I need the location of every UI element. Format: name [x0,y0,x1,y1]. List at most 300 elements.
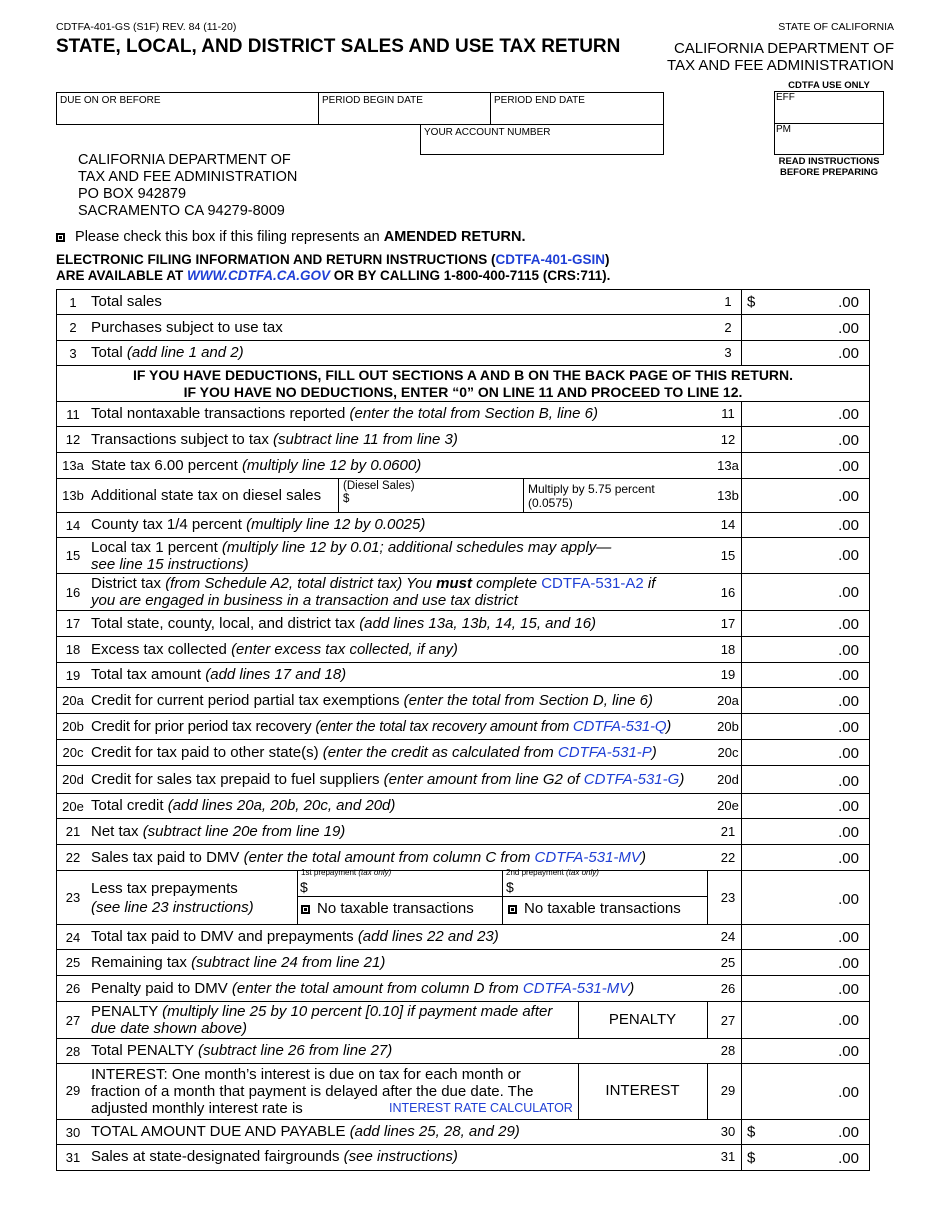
account-number-field[interactable] [420,124,664,155]
line-instruction: (enter the total from Section B, line 6) [349,405,598,422]
line-17-row [57,611,869,637]
amended-text: Please check this box if this filing represents an [75,229,384,245]
dollar-sign: $ [300,879,308,895]
agency-line-2: TAX AND FEE ADMINISTRATION [667,57,894,74]
line-20a-row [57,688,869,714]
cents: .00 [838,294,859,311]
line-number-right: 16 [720,585,736,600]
line-text: Credit for tax paid to other state(s) [91,744,323,761]
line-number: 21 [65,824,81,839]
form-id: CDTFA-401-GS (S1F) REV. 84 (11-20) [56,21,237,33]
dollar-sign: $ [747,1123,756,1141]
line-15-row [57,538,869,574]
address-line: CALIFORNIA DEPARTMENT OF [78,152,291,168]
line-description [91,744,657,761]
line-instruction: (multiply line 12 by 0.0025) [246,516,426,533]
line-1-row [57,290,869,315]
diesel-multiplier [528,482,655,510]
line-instruction: (add lines 25, 28, and 29) [349,1123,520,1140]
line-18-row [57,637,869,663]
prepayment-2-note: (tax only) [566,868,599,877]
amended-bold: AMENDED RETURN. [383,229,526,245]
cents: .00 [838,1084,859,1101]
line-28-row [57,1039,869,1064]
tax-lines-table [56,289,870,1171]
line-instruction: ) [679,771,685,788]
line-17-amount[interactable] [741,611,869,636]
line-number: 20d [62,772,84,787]
cents: .00 [838,1012,859,1029]
cents: .00 [838,584,859,601]
cents: .00 [838,719,859,736]
line-text: Total tax paid to DMV and prepayments [91,928,358,945]
line-number: 20a [62,693,84,708]
line-description [91,928,499,945]
line-description [91,718,671,736]
line-number: 28 [65,1044,81,1059]
line-number-right: 20e [717,798,739,813]
line-text: Additional state tax on diesel sales [91,487,322,504]
period-begin-field[interactable] [318,92,491,125]
line-instruction: (enter the total tax recovery amount from [315,719,573,735]
line-30-row [57,1120,869,1145]
diesel-multiplier-line-2: (0.0575) [528,496,573,510]
line-instruction: see line 15 instructions) [91,556,249,573]
prepayment-2-field[interactable] [506,879,514,895]
account-number-label: YOUR ACCOUNT NUMBER [424,127,551,138]
line-instruction: (subtract line 20e from line 19) [142,823,346,840]
line-instruction: if [643,575,656,592]
line-number: 2 [69,320,77,335]
line-20e-amount[interactable] [741,794,869,818]
interest-text-line: adjusted monthly interest rate is [91,1100,303,1117]
line-text: Total nontaxable transactions reported [91,405,350,422]
read-instructions-line-1: READ INSTRUCTIONS [778,156,880,167]
line-31-row [57,1145,869,1170]
line-13a-row [57,453,869,479]
line-12-amount[interactable] [741,427,869,452]
line-description [91,615,596,632]
line-instruction: (subtract line 26 from line 27) [198,1042,393,1059]
line-description [91,1148,458,1165]
line-20b-amount[interactable] [741,714,869,739]
cents: .00 [838,1124,859,1141]
line-instruction: (add lines 13a, 13b, 14, 15, and 16) [359,615,597,632]
penalty-label: PENALTY [608,1011,677,1028]
line-description [91,431,458,448]
line-description [91,666,346,683]
line-instruction: complete [472,575,542,592]
dollar-sign: $ [343,493,350,505]
cents: .00 [838,1043,859,1060]
line-description [91,692,653,709]
cdtfa-531-g-link[interactable]: CDTFA-531-G [583,771,680,788]
line-14-amount[interactable] [741,513,869,537]
line-text: PENALTY [91,1003,163,1020]
line-description [91,1042,392,1059]
line-instruction: ) [640,849,646,866]
line-number: 16 [65,585,81,600]
line-description [91,823,345,840]
cdtfa-531-q-link[interactable]: CDTFA-531-Q [572,718,667,735]
line-27-row [57,1002,869,1039]
line-25-amount[interactable] [741,950,869,975]
cdtfa-use-title: CDTFA USE ONLY [788,80,870,91]
address-line: PO BOX 942879 [78,186,187,202]
cents: .00 [838,642,859,659]
amended-return-row [56,229,526,245]
line-20c-amount[interactable] [741,740,869,765]
line-number-right: 14 [720,517,736,532]
line-instruction: ) [651,744,657,761]
cents: .00 [838,432,859,449]
line-text: Total [91,344,127,361]
line-number: 20c [62,745,84,760]
line-number-right: 12 [720,432,736,447]
line-instruction: (from Schedule A2, total district tax) You [165,575,437,592]
line-text: Total tax amount [91,666,206,683]
line-instruction: due date shown above) [91,1020,247,1037]
line-text: Total credit [91,797,168,814]
prepayment-1-note: (tax only) [358,868,392,877]
line-description [91,293,162,310]
pm-label: PM [776,124,791,135]
cdtfa-531-mv-link[interactable]: CDTFA-531-MV [534,849,641,866]
deductions-note-row [57,366,869,402]
line-29-amount[interactable] [741,1064,869,1119]
prepayment-1-text: 1st prepayment [301,868,359,877]
line-number: 18 [65,642,81,657]
line-31-amount[interactable] [741,1145,869,1170]
line-instruction: (enter the total amount from column C from [243,849,535,866]
line-text: Local tax 1 percent [91,539,222,556]
line-description [91,797,395,814]
mailing-address [78,152,297,220]
line-text: Net tax [91,823,143,840]
line-number: 24 [65,930,81,945]
line-text: Excess tax collected [91,641,232,658]
line-number-right: 20d [717,772,739,787]
line-number: 13b [62,488,84,503]
line-number: 15 [65,548,81,563]
line-number: 26 [65,981,81,996]
interest-label: INTEREST [605,1082,680,1099]
line-text: Credit for prior period tax recovery [91,718,316,735]
address-line: SACRAMENTO CA 94279-8009 [78,203,285,219]
efile-text: ARE AVAILABLE AT [56,268,187,283]
line-number-right: 22 [720,850,736,865]
line-description [91,539,611,573]
line-text: Total sales [91,293,162,310]
line-text: District tax [91,575,166,592]
no-taxable-checkbox-1[interactable] [301,905,310,914]
line-21-amount[interactable] [741,819,869,844]
line-1-amount[interactable] [741,290,869,314]
line-description [91,516,425,533]
cents: .00 [838,693,859,710]
line-18-amount[interactable] [741,637,869,662]
line-number: 20e [62,799,84,814]
line-number: 12 [65,432,81,447]
line-emphasis: must [436,575,472,592]
line-number-right: 13a [717,458,739,473]
cents: .00 [838,981,859,998]
prepayment-2-text: 2nd prepayment [506,868,567,877]
line-24-row [57,925,869,950]
line-instruction: (add lines 17 and 18) [205,666,347,683]
cents: .00 [838,891,859,908]
line-text: State tax 6.00 percent [91,457,242,474]
line-16-amount[interactable] [741,574,869,610]
line-19-amount[interactable] [741,663,869,687]
deductions-note-line-1: IF YOU HAVE DEDUCTIONS, FILL OUT SECTIONS A AND B ON THE BACK PAGE OF THIS RETURN. [132,367,794,383]
dollar-sign: $ [747,293,756,311]
line-text: Transactions subject to tax [91,431,274,448]
line-text: Credit for sales tax prepaid to fuel suppliers [91,771,384,788]
instructions-link[interactable]: CDTFA-401-GSIN [495,252,606,267]
line-26-row [57,976,869,1002]
line-description [91,405,598,422]
due-date-field[interactable] [56,92,319,125]
line-number-right: 26 [720,981,736,996]
line-number-right: 11 [721,406,735,421]
amended-return-checkbox[interactable] [56,233,65,242]
efile-text: ) [605,252,610,267]
period-end-field[interactable] [490,92,664,125]
line-instruction: (subtract line 11 from line 3) [273,431,458,448]
line-instruction: you are engaged in business in a transaction and use tax district [91,592,518,609]
line-number: 11 [66,407,80,422]
line-number: 14 [65,518,81,533]
line-instruction: (add lines 20a, 20b, 20c, and 20d) [167,797,396,814]
diesel-multiplier-line-1: Multiply by 5.75 percent [528,482,655,496]
dollar-sign: $ [506,879,514,895]
dollar-sign: $ [747,1149,756,1166]
cdtfa-website-link[interactable]: WWW.CDTFA.CA.GOV [187,268,330,283]
line-description [91,771,684,788]
line-number-right: 20b [717,719,739,734]
line-29-row [57,1064,869,1120]
cdtfa-531-mv-link[interactable]: CDTFA-531-MV [522,980,630,997]
line-number-right: 20a [717,693,739,708]
line-30-amount[interactable] [741,1120,869,1144]
cents: .00 [838,955,859,972]
line-description [91,344,244,361]
line-text: Credit for current period partial tax exemptions [91,692,404,709]
line-number-right: 21 [720,824,736,839]
line-number-right: 3 [724,345,732,360]
line-number: 1 [69,295,77,310]
schedule-a2-link[interactable]: CDTFA-531-A2 [541,575,644,592]
prepayment-2-no-taxable [508,900,681,917]
cents: .00 [838,667,859,684]
line-13b-amount[interactable] [741,479,869,512]
line-number: 23 [65,890,81,905]
line-27-amount[interactable] [741,1002,869,1038]
line-text: Penalty paid to DMV [91,980,232,997]
line-text: Remaining tax [91,954,192,971]
line-instruction: (enter the credit as calculated from [322,744,558,761]
line-20a-amount[interactable] [741,688,869,713]
line-13b-row [57,479,869,513]
line-3-amount[interactable] [741,341,869,365]
line-number: 22 [65,850,81,865]
period-end-label: PERIOD END DATE [494,95,585,106]
line-instruction: (add line 1 and 2) [126,344,244,361]
line-number-right: 25 [720,955,736,970]
line-2-amount[interactable] [741,315,869,340]
line-instruction: ) [666,718,672,735]
line-20d-amount[interactable] [741,766,869,793]
line-26-amount[interactable] [741,976,869,1001]
line-number: 25 [65,955,81,970]
line-number-right: 18 [720,642,736,657]
line-number: 17 [65,616,81,631]
period-begin-label: PERIOD BEGIN DATE [322,95,423,106]
cents: .00 [838,320,859,337]
line-22-row [57,845,869,871]
line-description [91,879,254,917]
line-description [91,849,646,866]
pm-box [774,123,884,155]
cents: .00 [838,458,859,475]
line-instruction: (see instructions) [343,1148,458,1165]
cdtfa-531-p-link[interactable]: CDTFA-531-P [557,744,652,761]
efile-text: ELECTRONIC FILING INFORMATION AND RETURN INSTRUCTIONS ( [56,252,496,267]
cents: .00 [838,773,859,790]
diesel-sales-label: (Diesel Sales) [343,480,415,492]
line-text: Sales at state-designated fairgrounds [91,1148,344,1165]
line-text: Total PENALTY [91,1042,198,1059]
cents: .00 [838,745,859,762]
prepayment-1-no-taxable [301,900,474,917]
line-21-row [57,819,869,845]
prepayment-1-label [301,868,391,877]
line-number-right: 30 [720,1124,736,1139]
line-3-row [57,341,869,366]
line-description [91,954,385,971]
line-number-right: 29 [720,1083,736,1098]
prepayment-1-field[interactable] [300,879,308,895]
line-number-right: 31 [720,1149,736,1164]
line-15-amount[interactable] [741,538,869,573]
line-20d-row [57,766,869,794]
line-number-right: 24 [720,929,736,944]
line-14-row [57,513,869,538]
diesel-sales-field[interactable] [343,480,415,506]
line-instruction: (multiply line 12 by 0.0600) [241,457,422,474]
line-text: Less tax prepayments [91,880,238,897]
line-number-right: 28 [720,1043,736,1058]
line-22-amount[interactable] [741,845,869,870]
agency-name [667,40,894,74]
line-description [91,641,458,658]
line-number: 27 [65,1013,81,1028]
line-20c-row [57,740,869,766]
line-number-right: 27 [720,1013,736,1028]
cents: .00 [838,616,859,633]
eff-box [774,91,884,124]
line-number-right: 17 [720,616,736,631]
line-number-right: 23 [720,890,736,905]
cents: .00 [838,798,859,815]
deductions-note-line-2: IF YOU HAVE NO DEDUCTIONS, ENTER “0” ON LINE 11 AND PROCEED TO LINE 12. [183,384,743,400]
line-28-amount[interactable] [741,1039,869,1063]
line-number: 31 [65,1150,81,1165]
line-number-right: 2 [724,320,732,335]
line-instruction: (add lines 22 and 23) [357,928,499,945]
line-13a-amount[interactable] [741,453,869,478]
cents: .00 [838,488,859,505]
line-11-row [57,402,869,427]
line-instruction: (enter excess tax collected, if any) [231,641,458,658]
read-instructions [769,156,889,178]
line-description [91,575,655,609]
interest-text-line: fraction of a month that payment is delayed after the due date. The [91,1083,534,1100]
eff-label: EFF [776,92,795,103]
line-23-row [57,868,869,925]
line-number: 13a [62,458,84,473]
line-number-right: 19 [720,667,736,682]
line-instruction: (multiply line 12 by 0.01; additional schedules may apply— [221,539,612,556]
line-instruction: (subtract line 24 from line 21) [191,954,386,971]
line-description [91,457,421,474]
efile-info [56,252,610,284]
no-taxable-checkbox-2[interactable] [508,905,517,914]
line-text: Total state, county, local, and district tax [91,615,360,632]
line-number-right: 15 [720,548,736,563]
agency-line-1: CALIFORNIA DEPARTMENT OF [673,40,894,57]
line-number: 3 [69,346,77,361]
address-line: TAX AND FEE ADMINISTRATION [78,169,298,185]
cents: .00 [838,547,859,564]
line-text: Sales tax paid to DMV [91,849,244,866]
due-date-label: DUE ON OR BEFORE [60,95,161,106]
line-2-row [57,315,869,341]
line-20b-row [57,714,869,740]
form-title: STATE, LOCAL, AND DISTRICT SALES AND USE TAX RETURN [56,36,621,57]
line-number: 19 [65,668,81,683]
line-instruction: (enter the total amount from column D from [231,980,523,997]
line-24-amount[interactable] [741,925,869,949]
line-number-right: 20c [717,745,739,760]
no-taxable-label: No taxable transactions [317,900,474,917]
line-number-right: 13b [717,488,739,503]
line-instruction: ) [629,980,635,997]
cents: .00 [838,406,859,423]
line-instruction: (see line 23 instructions) [91,899,254,916]
line-description [91,1123,520,1140]
state-label: STATE OF CALIFORNIA [778,21,894,33]
line-19-row [57,663,869,688]
cents: .00 [838,824,859,841]
line-description [91,1003,552,1037]
line-description [91,319,283,336]
line-23-amount[interactable] [741,871,869,924]
line-text: Purchases subject to use tax [91,319,283,336]
interest-rate-calculator-link[interactable]: INTEREST RATE CALCULATOR [389,1101,573,1115]
line-text: County tax 1/4 percent [91,516,247,533]
cents: .00 [838,1150,859,1167]
efile-text: OR BY CALLING 1-800-400-7115 (CRS:711). [329,268,611,283]
line-11-amount[interactable] [741,402,869,426]
line-16-row [57,574,869,611]
line-20e-row [57,794,869,819]
line-instruction: (enter the total from Section D, line 6) [403,692,653,709]
interest-text-line: INTEREST: One month’s interest is due on tax for each month or [91,1066,521,1083]
line-instruction: (enter amount from line G2 of [383,771,584,788]
line-number: 29 [65,1083,81,1098]
